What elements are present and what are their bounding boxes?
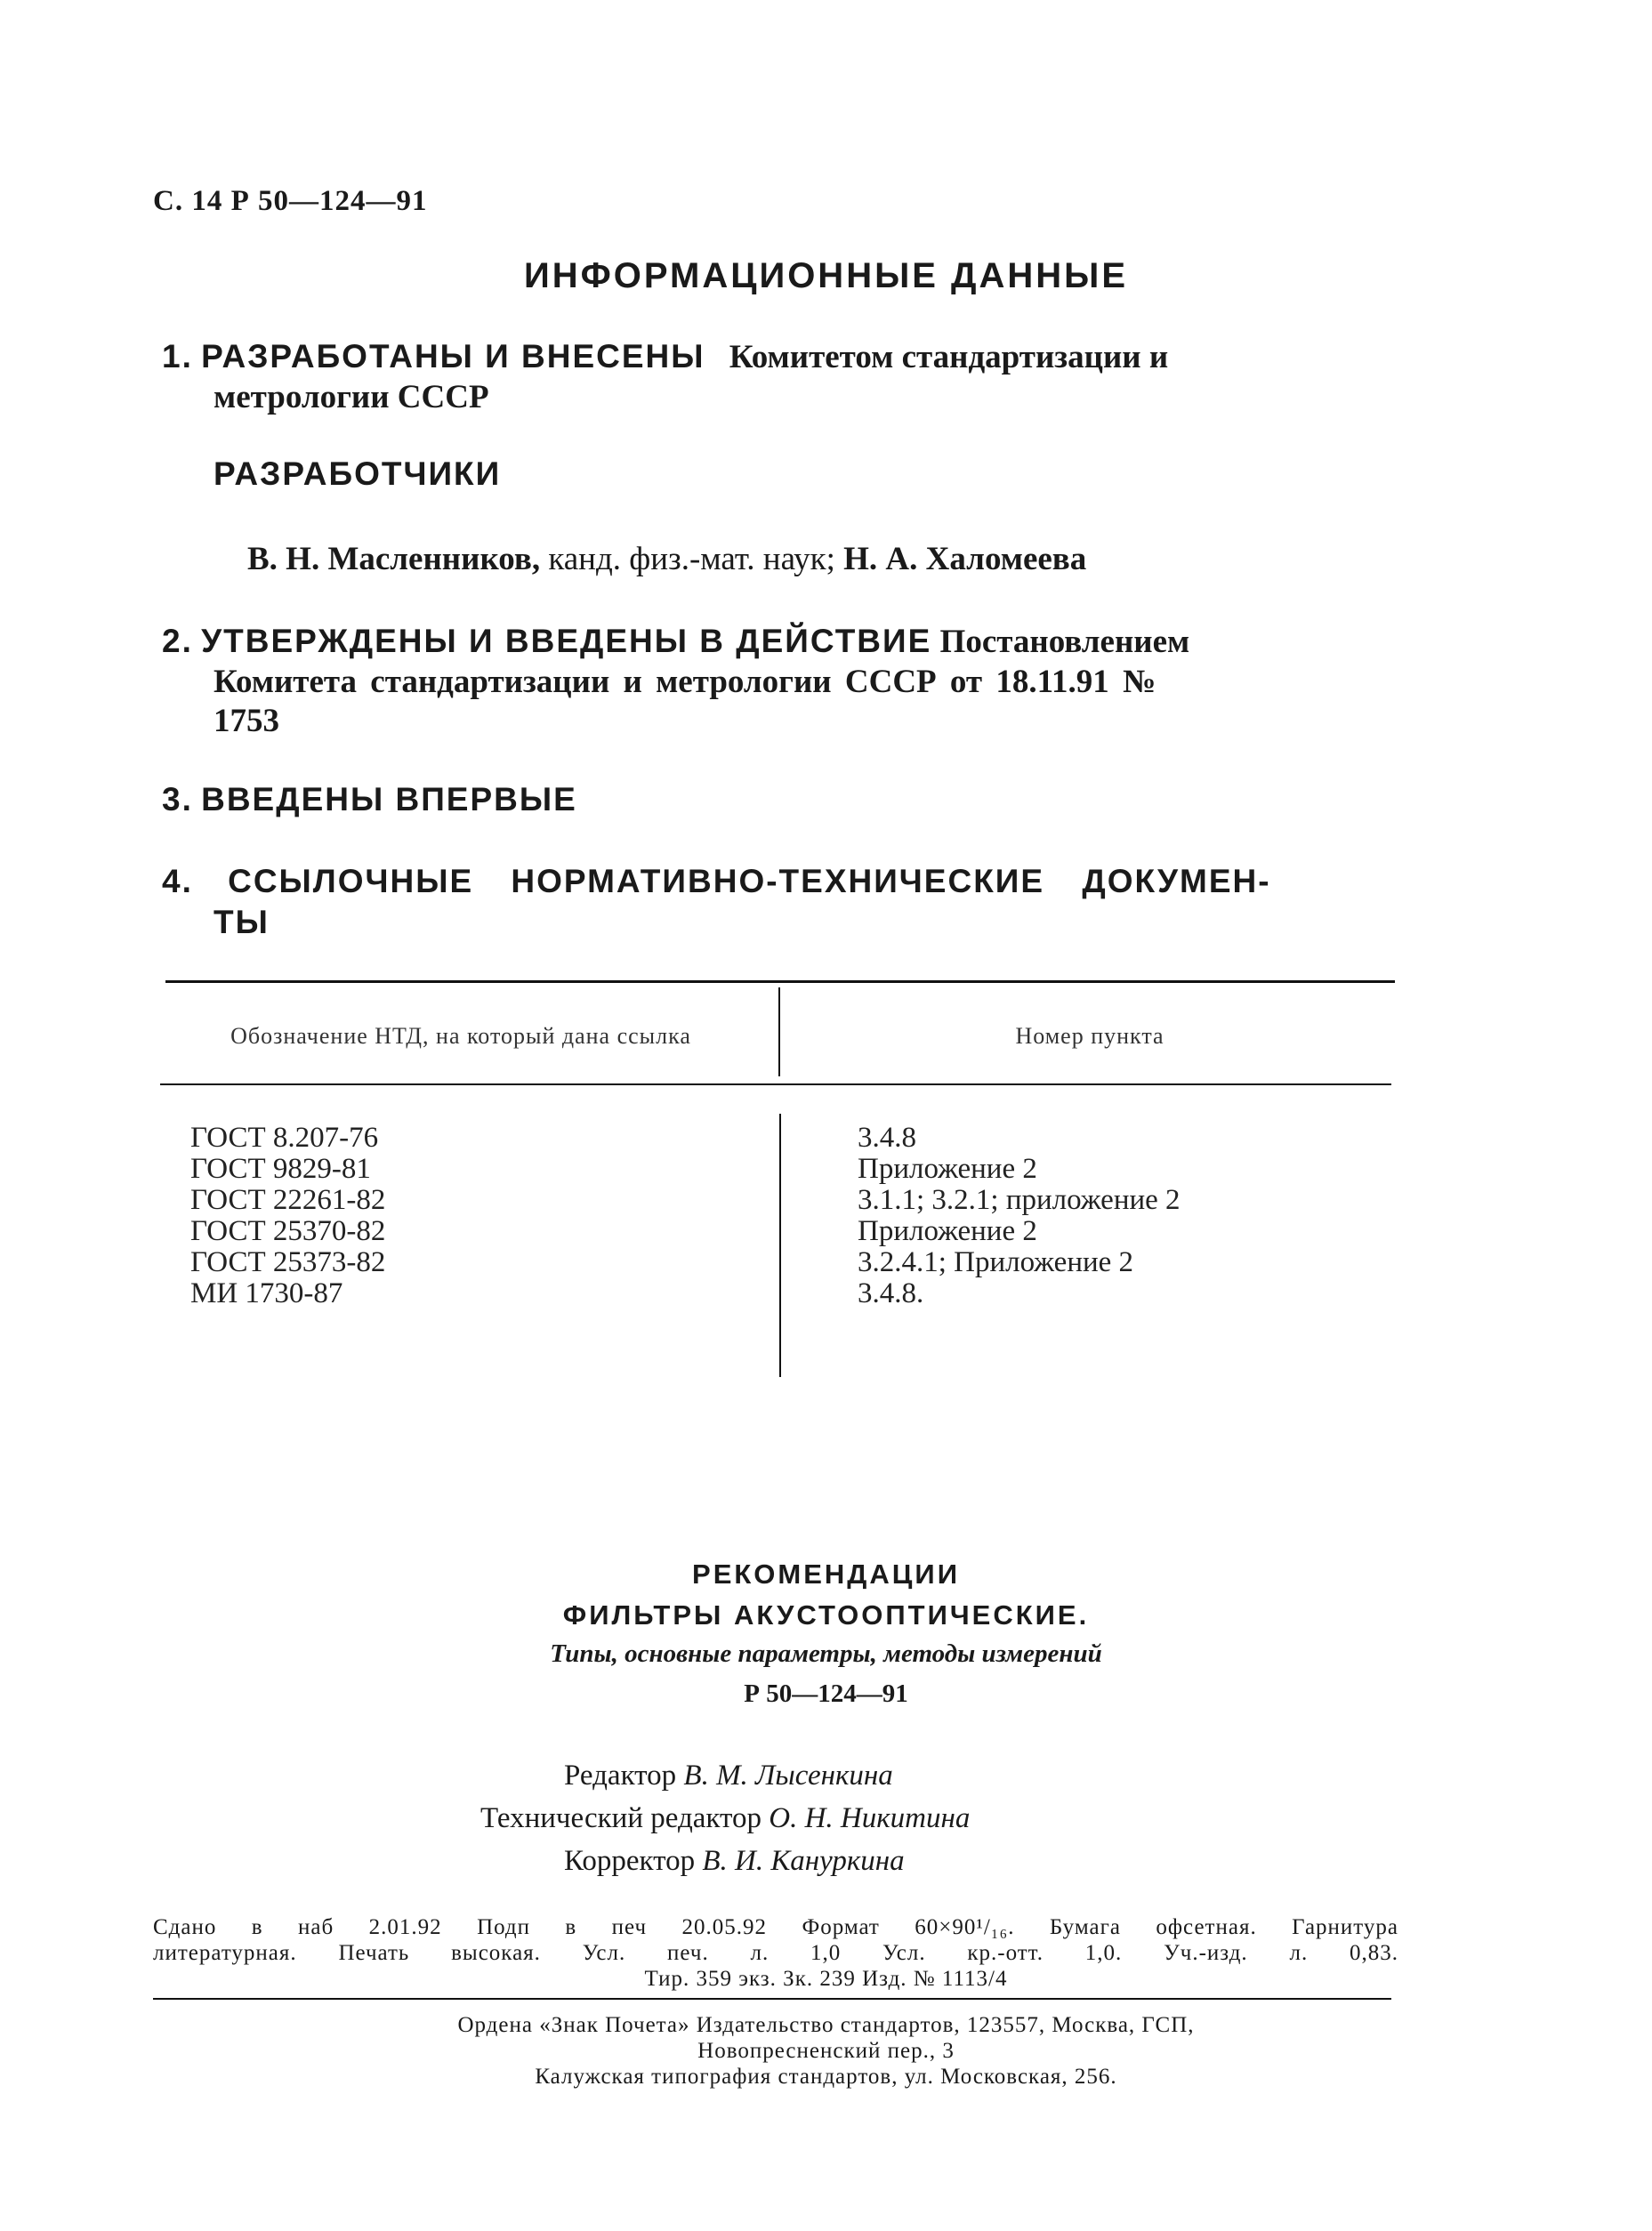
table-top-rule [165,980,1395,983]
table-cell: 3.4.8 [858,1122,916,1154]
item-2-number-value: 1753 [214,703,279,739]
credit-corrector-name: В. И. Кануркина [702,1845,905,1877]
table-cell: ГОСТ 8.207-76 [190,1122,379,1154]
colophon-code: Р 50—124—91 [744,1679,908,1708]
table-cell: 3.1.1; 3.2.1; приложение 2 [858,1184,1181,1216]
item-3 [162,779,577,821]
table-header-designation: Обозначение НТД, на который дана ссылка [230,1023,691,1049]
credit-editor-role: Редактор [564,1760,677,1792]
colophon-kind: РЕКОМЕНДАЦИИ [692,1558,960,1590]
credit-corrector-role: Корректор [564,1845,696,1877]
developers-label: РАЗРАБОТЧИКИ [214,455,502,492]
table-cell: МИ 1730-87 [190,1277,343,1309]
table-cell: ГОСТ 25373-82 [190,1246,386,1278]
colophon-subtitle: Типы, основные параметры, методы измерений [550,1639,1102,1668]
imprint-line-6: Калужская типография стандартов, ул. Московская, 256. [535,2065,1117,2089]
item-4-label: ССЫЛОЧНЫЕ НОРМАТИВНО-ТЕХНИЧЕСКИЕ ДОКУМЕН- [228,863,1271,899]
credit-editor [564,1754,893,1797]
imprint-line-3: Тир. 359 экз. Зк. 239 Изд. № 1113/4 [644,1967,1008,1991]
table-designation-column [190,1123,385,1309]
imprint-line-2: литературная. Печать высокая. Усл. печ. л. 1,0 Усл. кр.-отт. 1,0. Уч.-изд. л. 0,83. [153,1941,1398,1965]
item-4-number: 4. [162,863,193,899]
item-4 [162,861,1271,903]
developer-1: В. Н. Масленников, [247,541,541,577]
item-2-text-cont: Комитета стандартизации и метрологии СССР от 18.11.91 № [214,664,1156,700]
table-cell: ГОСТ 25370-82 [190,1215,386,1247]
developers-list [247,539,1086,580]
table-cell: ГОСТ 9829-81 [190,1153,371,1185]
item-2 [162,621,1189,663]
credit-tech-name: О. Н. Никитина [769,1802,971,1834]
page-title: ИНФОРМАЦИОННЫЕ ДАННЫЕ [523,256,1129,295]
item-1-text-cont: метрологии СССР [214,379,489,415]
colophon-title: ФИЛЬТРЫ АКУСТООПТИЧЕСКИЕ. [562,1599,1090,1631]
table-cell: Приложение 2 [858,1153,1037,1185]
imprint-line-5: Новопресненский пер., 3 [697,2039,955,2063]
imprint-rule [153,1998,1391,2000]
credit-editor-name: В. М. Лысенкина [683,1760,893,1792]
credit-tech-role: Технический редактор [480,1802,762,1834]
item-1-label: РАЗРАБОТАНЫ И ВНЕСЕНЫ [201,338,705,375]
imprint-line-4: Ордена «Знак Почета» Издательство стандартов, 123557, Москва, ГСП, [457,2013,1195,2037]
table-cell: 3.4.8. [858,1277,924,1309]
table-header-divider [778,987,780,1076]
table-header-rule [160,1083,1391,1085]
imprint-line-1: Сдано в наб 2.01.92 Подп в печ 20.05.92 Формат 60×90¹/₁₆. Бумага офсетная. Гарнитура [153,1915,1398,1939]
table-header-clause: Номер пункта [1015,1023,1164,1049]
item-3-number: 3. [162,781,193,817]
item-1 [162,336,1168,378]
table-clause-column [858,1123,1181,1309]
item-1-number: 1. [162,338,193,375]
table-cell: ГОСТ 22261-82 [190,1184,386,1216]
item-2-number: 2. [162,623,193,659]
developer-1-degree: канд. физ.-мат. наук; [548,541,835,577]
table-body-divider [779,1114,781,1377]
item-2-label: УТВЕРЖДЕНЫ И ВВЕДЕНЫ В ДЕЙСТВИЕ [201,623,932,659]
credit-corrector [564,1840,905,1882]
credit-tech-editor [480,1797,970,1840]
table-cell: 3.2.4.1; Приложение 2 [858,1246,1134,1278]
item-2-text: Постановлением [939,624,1190,660]
table-cell: Приложение 2 [858,1215,1037,1247]
item-1-text: Комитетом стандартизации и [729,339,1169,375]
item-3-label: ВВЕДЕНЫ ВПЕРВЫЕ [201,781,577,817]
item-4-label-cont: ТЫ [214,904,270,940]
developer-2: Н. А. Халомеева [843,541,1087,577]
page-header: С. 14 Р 50—124—91 [153,185,428,217]
